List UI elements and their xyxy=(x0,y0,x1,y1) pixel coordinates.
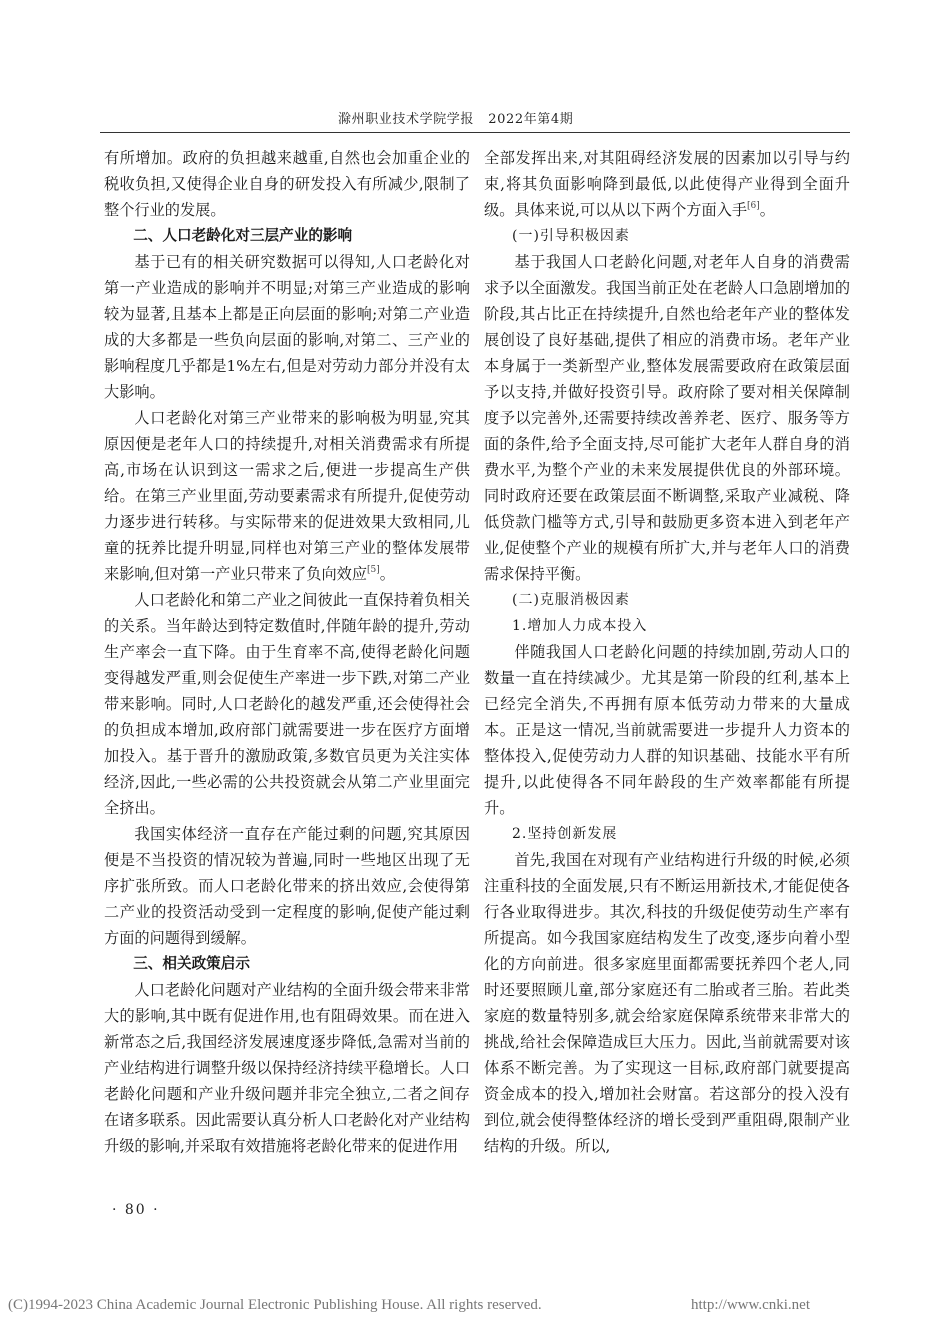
paragraph: 首先,我国在对现有产业结构进行升级的时候,必须注重科技的全面发展,只有不断运用新技术,才能促使各行各业取得进步。其次,科技的升级促使劳动生产率有所提高。如今我国家庭结构发生了改变,逐步向着小型化的方向前进。很多家庭里面都需要抚养四个老人,同时还要照顾儿童,部分家庭还有二胎或者三胎。若此类家庭的数量特别多,就会给家庭保障系统带来非常大的挑战,给社会保障造成巨大压力。因此,当前就需要对该体系不断完善。为了实现这一目标,政府部门就要提高资金成本的投入,增加社会财富。若这部分的投入没有到位,就会使得整体经济的增长受到严重阻碍,限制产业结构的升级。所以, xyxy=(484,851,850,1155)
paragraph: 伴随我国人口老龄化问题的持续加剧,劳动人口的数量一直在持续减少。尤其是第一阶段的红利,基本上已经完全消失,不再拥有原本低劳动力带来的大量成本。正是这一情况,当前就需要进一步提升人力资本的整体投入,促使劳动力人群的知识基础、技能水平有所提升,以此使得各不同年龄段的生产效率都能有所提升。 xyxy=(484,643,850,817)
subsection-heading: (二)克服消极因素 xyxy=(512,592,630,608)
section-heading: 三、相关政策启示 xyxy=(133,955,250,972)
footer-url[interactable]: http://www.cnki.net xyxy=(691,1297,811,1313)
header-rule xyxy=(100,132,850,133)
paragraph: 人口老龄化问题对产业结构的全面升级会带来非常大的影响,其中既有促进作用,也有阻碍效果。而在进入新常态之后,我国经济发展速度逐步降低,急需对当前的产业结构进行调整升级以保持经济持续平稳增长。人口老龄化问题和产业升级问题并非完全独立,二者之间存在诸多联系。因此需要认真分析人口老龄化对产业结构升级的影响,并采取有效措施将老龄化带来的促进作用 xyxy=(104,981,470,1155)
cnki-footer xyxy=(8,1297,811,1314)
paragraph: 基于我国人口老龄化问题,对老年人自身的消费需求予以全面激发。我国当前正处在老龄人口急剧增加的阶段,其占比正在持续提升,自然也给老年产业的整体发展创设了良好基础,提供了相应的消费市场。老年产业本身属于一类新型产业,整体发展需要政府在政策层面予以支持,并做好投资引导。政府除了要对相关保障制度予以完善外,还需要持续改善养老、医疗、服务等方面的条件,给予全面支持,尽可能扩大老年人群自身的消费水平,为整个产业的未来发展提供优良的外部环境。同时政府还要在政策层面不断调整,采取产业减税、降低贷款门槛等方式,引导和鼓励更多资本进入到老年产业,促使整个产业的规模有所扩大,并与老年人口的消费需求保持平衡。 xyxy=(484,253,850,583)
paragraph: 我国实体经济一直存在产能过剩的问题,究其原因便是不当投资的情况较为普遍,同时一些地区出现了无序扩张所致。而人口老龄化带来的挤出效应,会使得第二产业的投资活动受到一定程度的影响,促使产能过剩方面的问题得到缓解。 xyxy=(104,825,470,947)
subsection-heading: 1.增加人力成本投入 xyxy=(512,618,648,634)
issue-label: 2022年第4期 xyxy=(488,112,574,127)
paragraph-text: 全部发挥出来,对其阻碍经济发展的因素加以引导与约束,将其负面影响降到最低,以此使得产业得到全面升级。具体来说,可以从以下两个方面入手 xyxy=(484,149,850,219)
paragraph: 有所增加。政府的负担越来越重,自然也会加重企业的税收负担,又使得企业自身的研发投入有所减少,限制了整个行业的发展。 xyxy=(104,149,470,219)
citation-ref: [6] xyxy=(747,201,760,211)
section-heading: 二、人口老龄化对三层产业的影响 xyxy=(133,227,353,244)
subsection-heading: (一)引导积极因素 xyxy=(512,228,630,244)
paragraph-end: 。 xyxy=(379,565,395,583)
journal-name: 滁州职业技术学院学报 xyxy=(338,112,475,127)
citation-ref: [5] xyxy=(367,565,380,575)
subsection-heading: 2.坚持创新发展 xyxy=(512,826,618,842)
left-column xyxy=(104,145,470,1159)
paragraph xyxy=(484,145,850,223)
copyright-notice: (C)1994-2023 China Academic Journal Electronic Publishing House. All rights reserved. xyxy=(8,1297,542,1313)
paragraph: 人口老龄化和第二产业之间彼此一直保持着负相关的关系。当年龄达到特定数值时,伴随年龄的提升,劳动生产率会一直下降。由于生育率不高,使得老龄化问题变得越发严重,则会促使生产率进一步下跌,对第二产业带来影响。同时,人口老龄化的越发严重,还会使得社会的负担成本增加,政府部门就需要进一步在医疗方面增加投入。基于晋升的激励政策,多数官员更为关注实体经济,因此,一些必需的公共投资就会从第二产业里面完全挤出。 xyxy=(104,591,470,817)
paragraph xyxy=(104,405,470,587)
running-header xyxy=(338,108,573,127)
paragraph-end: 。 xyxy=(759,201,775,219)
page-number: · 80 · xyxy=(112,1202,160,1218)
paragraph-text: 人口老龄化对第三产业带来的影响极为明显,究其原因便是老年人口的持续提升,对相关消费需求有所提高,市场在认识到这一需求之后,便进一步提高生产供给。在第三产业里面,劳动要素需求有所提升,促使劳动力逐步进行转移。与实际带来的促进效果大致相同,儿童的抚养比提升明显,同样也对第三产业的整体发展带来影响,但对第一产业只带来了负向效应 xyxy=(104,409,470,583)
right-column xyxy=(484,145,850,1159)
paragraph: 基于已有的相关研究数据可以得知,人口老龄化对第一产业造成的影响并不明显;对第三产业造成的影响较为显著,且基本上都是正向层面的影响;对第二产业造成的大多都是一些负向层面的影响,对第二、三产业的影响程度几乎都是1%左右,但是对劳动力部分并没有太大影响。 xyxy=(104,253,470,401)
